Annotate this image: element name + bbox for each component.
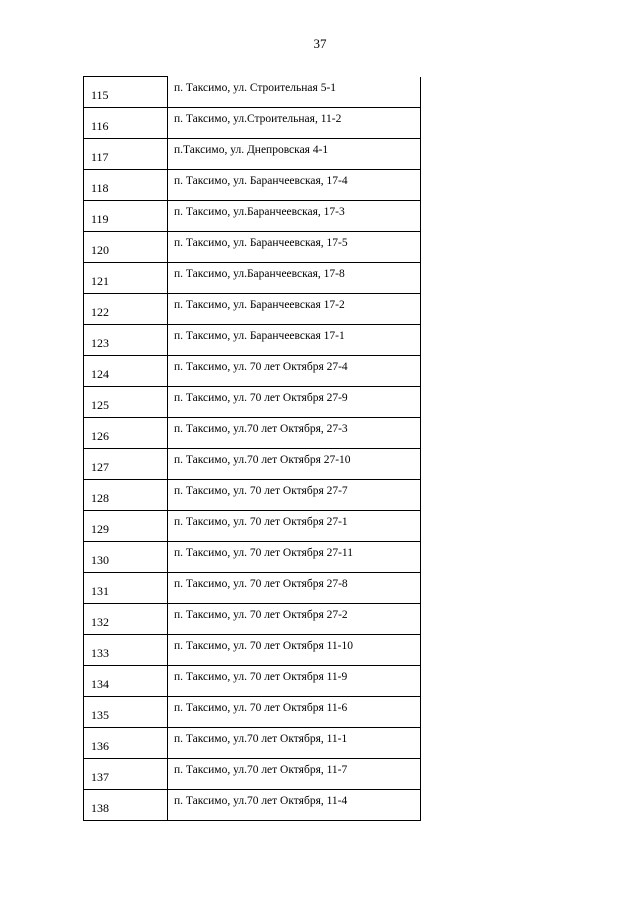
row-address: п. Таксимо, ул.Строительная, 11-2 [168, 108, 421, 139]
row-number: 125 [84, 387, 168, 418]
row-number: 121 [84, 263, 168, 294]
table-row [84, 449, 421, 480]
row-number: 129 [84, 511, 168, 542]
table-row [84, 573, 421, 604]
row-number: 128 [84, 480, 168, 511]
row-number: 132 [84, 604, 168, 635]
row-number: 124 [84, 356, 168, 387]
row-address: п. Таксимо, ул.70 лет Октября, 11-7 [168, 759, 421, 790]
table-row [84, 511, 421, 542]
row-number: 138 [84, 790, 168, 821]
table-row [84, 201, 421, 232]
page-number: 37 [313, 36, 327, 51]
address-table-body [84, 77, 421, 821]
table-row [84, 759, 421, 790]
row-number: 120 [84, 232, 168, 263]
table-row [84, 790, 421, 821]
row-number: 126 [84, 418, 168, 449]
row-address: п. Таксимо, ул. Баранчеевская, 17-4 [168, 170, 421, 201]
row-address: п. Таксимо, ул. 70 лет Октября 27-2 [168, 604, 421, 635]
row-address: п. Таксимо, ул. Строительная 5-1 [168, 77, 421, 108]
row-address: п. Таксимо, ул. 70 лет Октября 27-9 [168, 387, 421, 418]
row-number: 118 [84, 170, 168, 201]
table-row [84, 170, 421, 201]
row-number: 137 [84, 759, 168, 790]
row-address: п. Таксимо, ул.70 лет Октября 27-10 [168, 449, 421, 480]
row-number: 130 [84, 542, 168, 573]
row-address: п. Таксимо, ул. 70 лет Октября 27-11 [168, 542, 421, 573]
row-address: п. Таксимо, ул. 70 лет Октября 11-10 [168, 635, 421, 666]
row-number: 117 [84, 139, 168, 170]
table-row [84, 542, 421, 573]
row-address: п. Таксимо, ул. 70 лет Октября 11-6 [168, 697, 421, 728]
row-number: 122 [84, 294, 168, 325]
row-address: п. Таксимо, ул.Баранчеевская, 17-8 [168, 263, 421, 294]
row-address: п. Таксимо, ул. 70 лет Октября 27-8 [168, 573, 421, 604]
table-row [84, 108, 421, 139]
row-number: 119 [84, 201, 168, 232]
row-number: 116 [84, 108, 168, 139]
table-row [84, 139, 421, 170]
row-address: п. Таксимо, ул. 70 лет Октября 11-9 [168, 666, 421, 697]
row-number: 127 [84, 449, 168, 480]
row-address: п. Таксимо, ул.70 лет Октября, 27-3 [168, 418, 421, 449]
row-number: 134 [84, 666, 168, 697]
row-number: 115 [84, 77, 168, 108]
row-address: п. Таксимо, ул. 70 лет Октября 27-1 [168, 511, 421, 542]
table-row [84, 356, 421, 387]
table-row [84, 480, 421, 511]
row-address: п. Таксимо, ул.Баранчеевская, 17-3 [168, 201, 421, 232]
table-row [84, 604, 421, 635]
row-number: 131 [84, 573, 168, 604]
table-row [84, 418, 421, 449]
row-number: 135 [84, 697, 168, 728]
table-row [84, 294, 421, 325]
row-address: п. Таксимо, ул. Баранчеевская, 17-5 [168, 232, 421, 263]
row-number: 133 [84, 635, 168, 666]
row-address: п. Таксимо, ул. 70 лет Октября 27-7 [168, 480, 421, 511]
table-row [84, 387, 421, 418]
row-number: 123 [84, 325, 168, 356]
table-row [84, 635, 421, 666]
row-address: п. Таксимо, ул. Баранчеевская 17-1 [168, 325, 421, 356]
table-row [84, 232, 421, 263]
table-row [84, 666, 421, 697]
row-number: 136 [84, 728, 168, 759]
table-row [84, 325, 421, 356]
table-row [84, 697, 421, 728]
row-address: п. Таксимо, ул. Баранчеевская 17-2 [168, 294, 421, 325]
row-address: п. Таксимо, ул. 70 лет Октября 27-4 [168, 356, 421, 387]
address-table [83, 76, 421, 821]
table-row [84, 77, 421, 108]
table-row [84, 728, 421, 759]
row-address: п. Таксимо, ул.70 лет Октября, 11-4 [168, 790, 421, 821]
row-address: п.Таксимо, ул. Днепровская 4-1 [168, 139, 421, 170]
row-address: п. Таксимо, ул.70 лет Октября, 11-1 [168, 728, 421, 759]
table-row [84, 263, 421, 294]
